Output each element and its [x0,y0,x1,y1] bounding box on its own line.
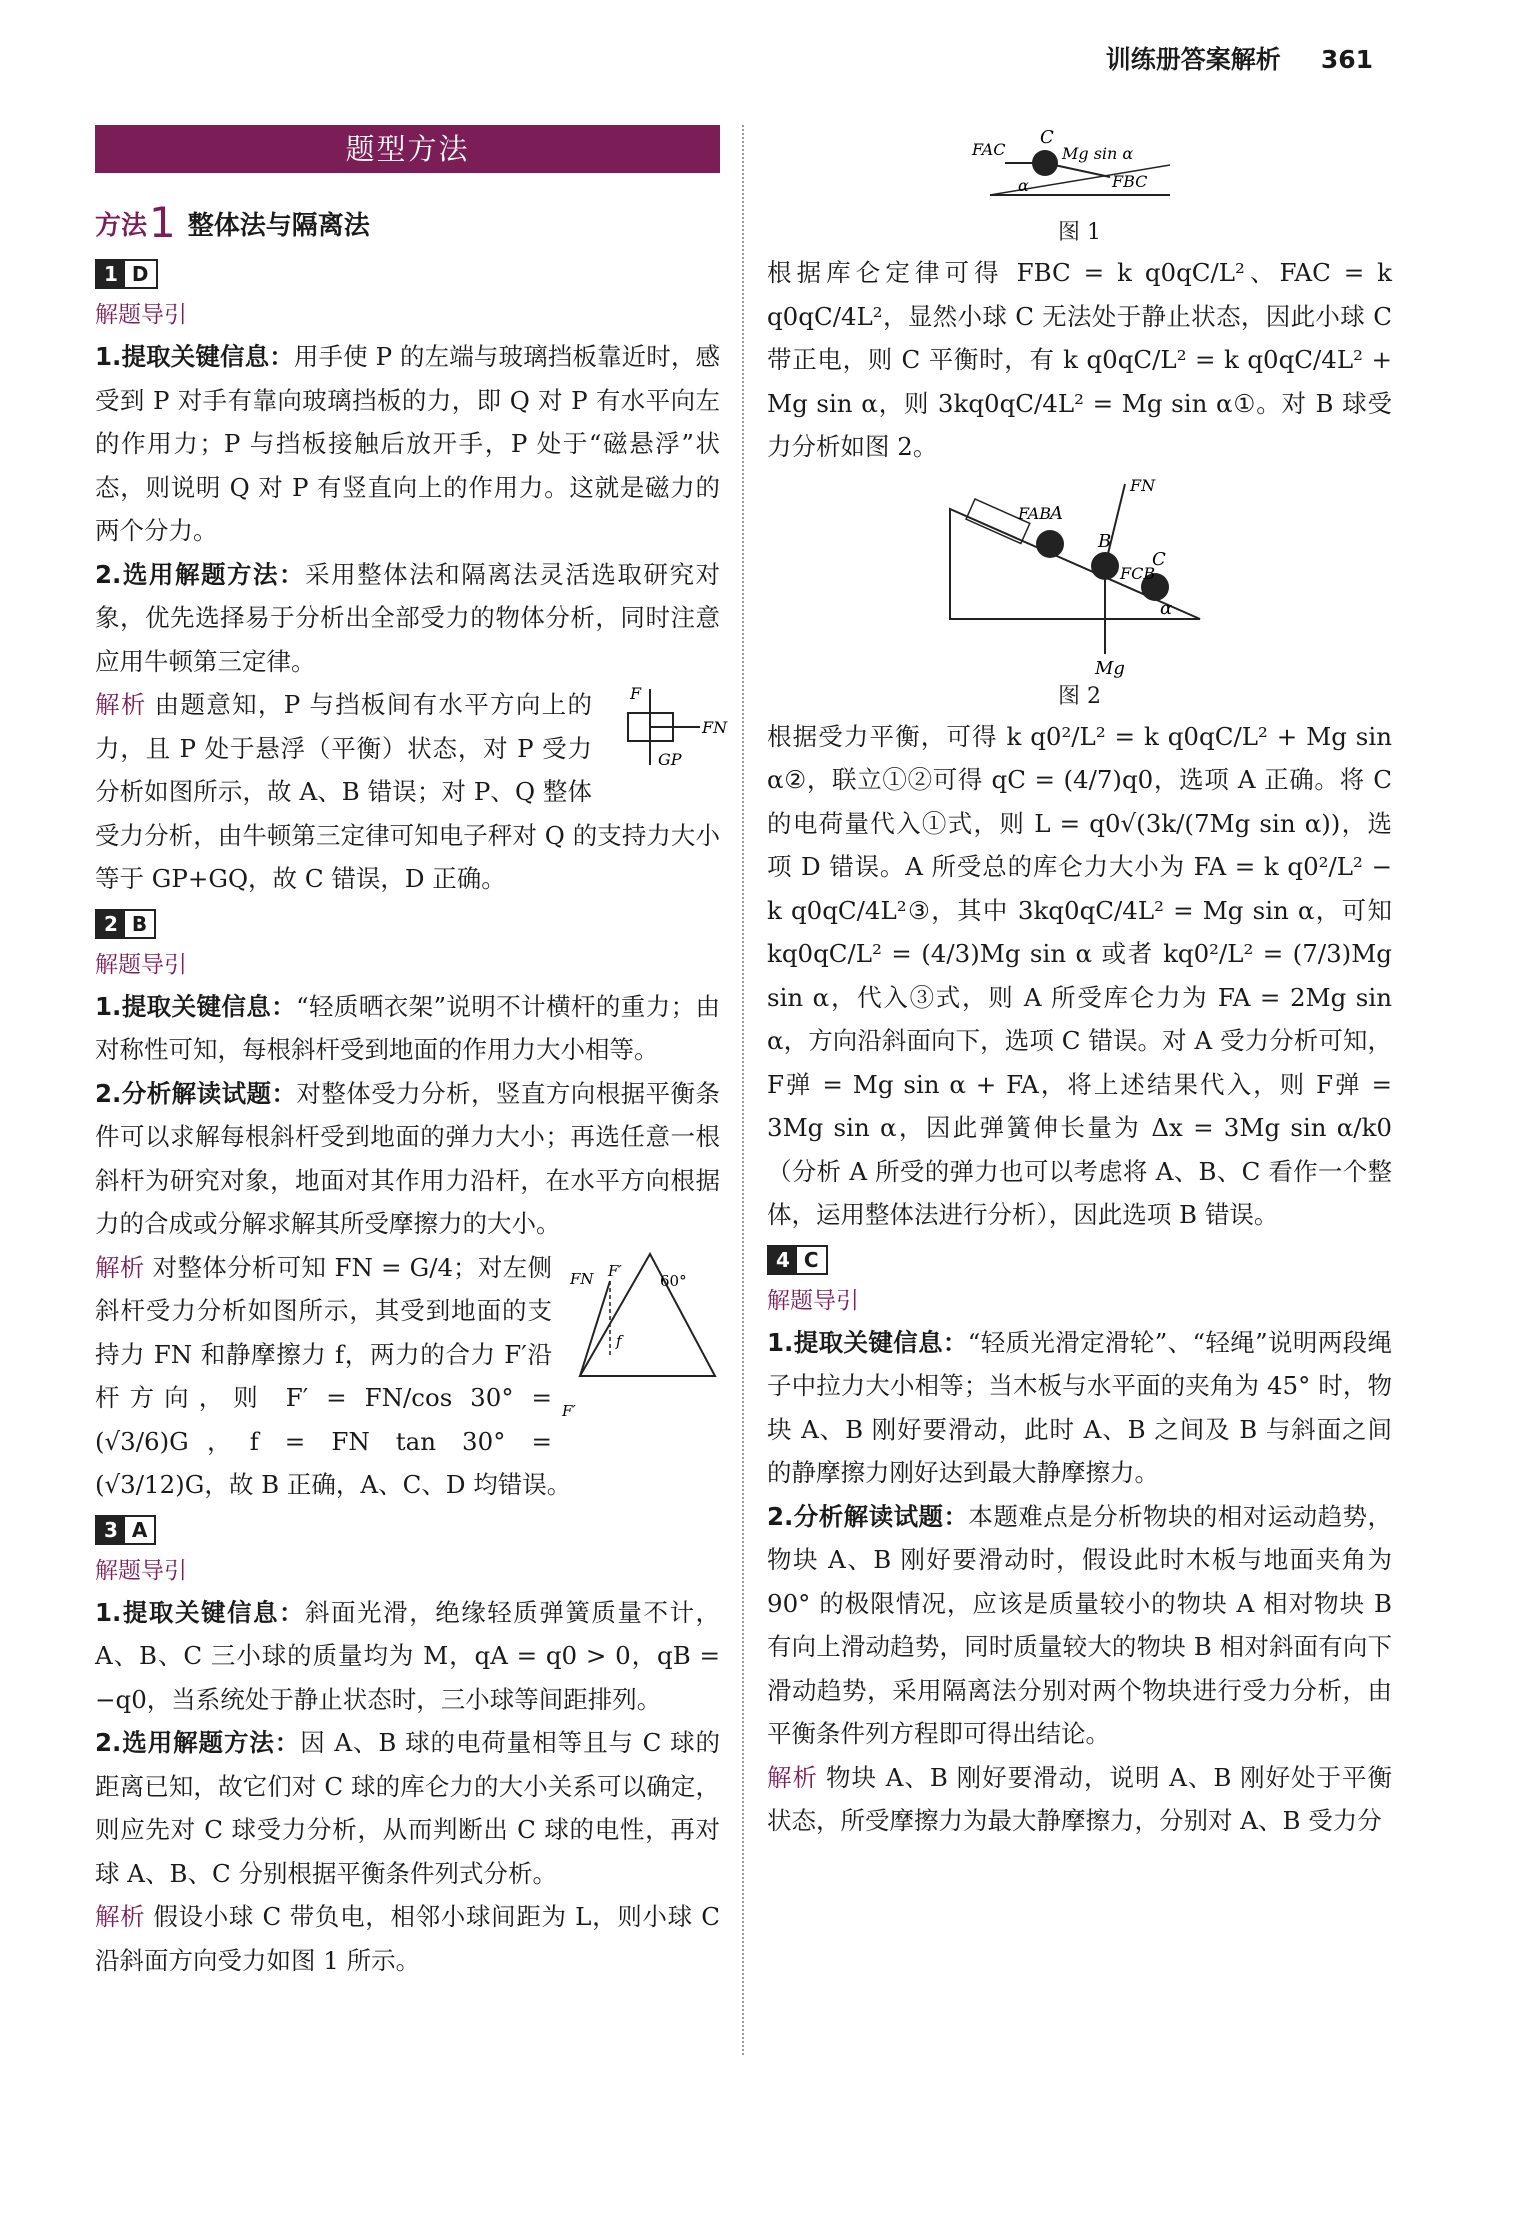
analysis-text: 物块 A、B 刚好要滑动，说明 A、B 刚好处于平衡状态，所受摩擦力为最大静摩擦力，分别对 A、B 受力分 [767,1762,1393,1835]
figure-1 [767,125,1392,251]
guide-step-2 [95,1072,720,1246]
label-fn: FN [570,1269,594,1288]
guide-heading: 解题导引 [95,302,187,328]
question-4 [767,1237,1392,1843]
left-column [95,125,728,1982]
analysis-label: 解析 [95,690,147,719]
step-text: “轻质晒衣架”说明不计横杆的重力；由对称性可知，每根斜杆受到地面的作用力大小相等。 [95,991,720,1064]
question-2 [95,901,720,1507]
answer-tag [95,1515,156,1545]
method-number: 1 [149,198,176,247]
answer-tag [95,909,156,939]
label-mg: Mg sin α [1061,144,1133,163]
step-text: 斜面光滑，绝缘轻质弹簧质量不计，A、B、C 三小球的质量均为 M，qA = q0 > 0，qB = −q0，当系统处于静止状态时，三小球等间距排列。 [95,1597,720,1714]
figure-2 [767,469,1392,715]
label-fprime-2: F′ [562,1401,576,1420]
label-fn: FN [702,718,728,737]
question-number: 2 [97,911,125,937]
step-text: 用手使 P 的左端与玻璃挡板靠近时，感受到 P 对手有靠向玻璃挡板的力，即 Q 对 P 有水平向左的作用力；P 与挡板接触后放开手，P 处于“磁悬浮”状态，则说明 Q 对 P 有竖直向上的作用力。这就是磁力的两个分力。 [95,342,720,545]
method-heading [95,195,720,251]
figure-1-caption: 图 1 [1058,220,1101,245]
method-title: 整体法与隔离法 [187,211,370,241]
label-alpha: α [1159,597,1172,619]
guide-step-2 [95,553,720,684]
paragraph-1: 根据库仑定律可得 FBC = k q0qC/L²、FAC = k q0qC/4L²，显然小球 C 无法处于静止状态，因此小球 C 带正电，则 C 平衡时，有 k q0qC/L² = k q0qC/4L² + Mg sin α，则 3kq0qC/4L² = Mg sin α①。对 B 球受力分析如图 2。 [767,258,1392,461]
step-label: 1.提取关键信息： [95,991,297,1021]
label-alpha: α [1017,176,1029,195]
guide-step-1 [767,1321,1392,1495]
force-diagram-rack [560,1246,720,1426]
step-label: 1.提取关键信息： [95,1597,306,1627]
guide-heading: 解题导引 [95,951,187,978]
analysis-text: 假设小球 C 带负电，相邻小球间距为 L，则小球 C 沿斜面方向受力如图 1 所示。 [95,1902,720,1975]
question-1 [95,251,728,901]
question-number: 1 [97,261,125,287]
analysis-label: 解析 [767,1762,818,1792]
force-diagram-p [600,683,728,773]
label-mg: Mg [1094,657,1125,679]
label-a: A [1049,502,1063,524]
analysis-text: 由题意知，P 与挡板间有水平方向上的力，且 P 处于悬浮（平衡）状态，对 P 受力分析如图所示，故 A、B 错误；对 P、Q 整体受力分析，由牛顿第三定律可知电子秤对 Q 的支持力大小等于 GP+GQ，故 C 错误，D 正确。 [95,690,720,893]
step-text: 采用整体法和隔离法灵活选取研究对象，优先选择易于分析出全部受力的物体分析，同时注意应用牛顿第三定律。 [95,559,720,676]
step-label: 2.分析解读试题： [767,1501,969,1531]
analysis [767,1756,1392,1843]
label-fac: FAC [971,140,1006,159]
analysis [95,683,728,901]
analysis [95,1246,720,1507]
step-label: 1.提取关键信息： [767,1327,968,1357]
analysis [95,1895,720,1982]
guide-step-1 [95,1591,720,1722]
answer-letter: C [803,1247,819,1272]
label-b: B [1097,530,1111,552]
question-number: 4 [769,1247,797,1273]
right-column [767,125,1392,1843]
force-fn [580,1281,610,1376]
header-title: 训练册答案解析 [1105,45,1281,74]
label-fab: FAB [1017,503,1051,523]
guide-step-2 [767,1495,1392,1756]
answer-letter: B [131,911,148,936]
label-f: F [630,684,642,703]
guide-step-1 [95,335,720,553]
column-divider [742,125,744,2055]
step-label: 1.提取关键信息： [95,342,294,371]
answer-tag [95,259,158,289]
page-number: 361 [1320,45,1373,74]
method-prefix: 方法 [95,211,148,241]
step-text: 本题难点是分析物块的相对运动趋势，物块 A、B 刚好要滑动时，假设此时木板与地面夹角为 90° 的极限情况，应该是质量较小的物块 A 相对物块 B 有向上滑动趋势，同时质量较大的物块 B 相对斜面有向下滑动趋势，采用隔离法分别对两个物块进行受力分析，由平衡条件列方程即可得出结论。 [767,1501,1392,1748]
label-fn: FN [1129,475,1155,495]
page-header [1106,40,1373,76]
step-label: 2.选用解题方法： [95,1728,301,1757]
step-text: “轻质光滑定滑轮”、“轻绳”说明两段绳子中拉力大小相等；当木板与水平面的夹角为 45° 时，物块 A、B 刚好要滑动，此时 A、B 之间及 B 与斜面之间的静摩擦力刚好达到最大静摩擦力。 [767,1327,1392,1487]
question-3 [95,1507,720,1983]
analysis-label: 解析 [95,1252,145,1282]
arrow-fn [1105,484,1125,566]
question-number: 3 [97,1517,125,1543]
guide-heading: 解题导引 [767,1287,859,1314]
section-banner: 题型方法 [95,125,720,173]
step-text: 因 A、B 球的电荷量相等且与 C 球的距离已知，故它们对 C 球的库仑力的大小关系可以确定，则应先对 C 球受力分析，从而判断出 C 球的电性，再对球 A、B、C 分别根据平衡条件列式分析。 [95,1728,720,1888]
label-fcb: FCB [1119,563,1155,583]
analysis-text: 对整体分析可知 FN = G/4；对左侧斜杆受力分析如图所示，其受到地面的支持力 FN 和静摩擦力 f，两力的合力 F′沿杆方向，则 F′ = FN/cos 30° = (√3/6)G，f = FN tan 30° = (√3/12)G，故 B 正确，A、C、D 均错误。 [95,1252,572,1499]
label-fprime: F′ [608,1261,622,1280]
label-f: f [616,1331,622,1350]
label-fbc: FBC [1111,172,1147,191]
figure-2-caption: 图 2 [1058,683,1101,709]
figure-1-diagram [970,125,1190,215]
label-c: C [1039,127,1054,148]
answer-letter: A [131,1517,148,1542]
guide-heading: 解题导引 [95,1557,187,1584]
angle-label: 60° [660,1271,687,1290]
guide-step-1 [95,985,720,1072]
answer-tag [767,1245,828,1275]
figure-2-diagram [920,469,1240,679]
paragraph-2: 根据受力平衡，可得 k q0²/L² = k q0qC/L² + Mg sin α②，联立①②可得 qC = (4/7)q0，选项 A 正确。将 C 的电荷量代入①式，则 L = q0√(3k/(7Mg sin α))，选项 D 错误。A 所受总的库仑力大小为 FA = k q0²/L² − k q0qC/4L²③，其中 3kq0qC/4L² = Mg sin α，可知 kq0qC/L² = (4/3)Mg sin α 或者 kq0²/L² = (7/3)Mg sin α，代入③式，则 A 所受库仑力为 FA = 2Mg sin α，方向沿斜面向下，选项 C 错误。对 A 受力分析可知，F弹 = Mg sin α + FA，将上述结果代入，则 F弹 = 3Mg sin α，因此弹簧伸长量为 Δx = 3Mg sin α/k0（分析 A 所受的弹力也可以考虑将 A、B、C 看作一个整体，运用整体法进行分析），因此选项 B 错误。 [767,721,1392,1229]
label-gp: GP [658,750,682,769]
label-c: C [1151,548,1166,570]
step-label: 2.选用解题方法： [95,559,306,589]
ball-a [1036,530,1064,558]
analysis-label: 解析 [95,1902,146,1931]
answer-letter: D [131,262,149,286]
step-label: 2.分析解读试题： [95,1078,297,1108]
step-text: 对整体受力分析，竖直方向根据平衡条件可以求解每根斜杆受到地面的弹力大小；再选任意一根斜杆为研究对象，地面对其作用力沿杆，在水平方向根据力的合成或分解求解其所受摩擦力的大小。 [95,1078,720,1238]
guide-step-2 [95,1721,720,1895]
